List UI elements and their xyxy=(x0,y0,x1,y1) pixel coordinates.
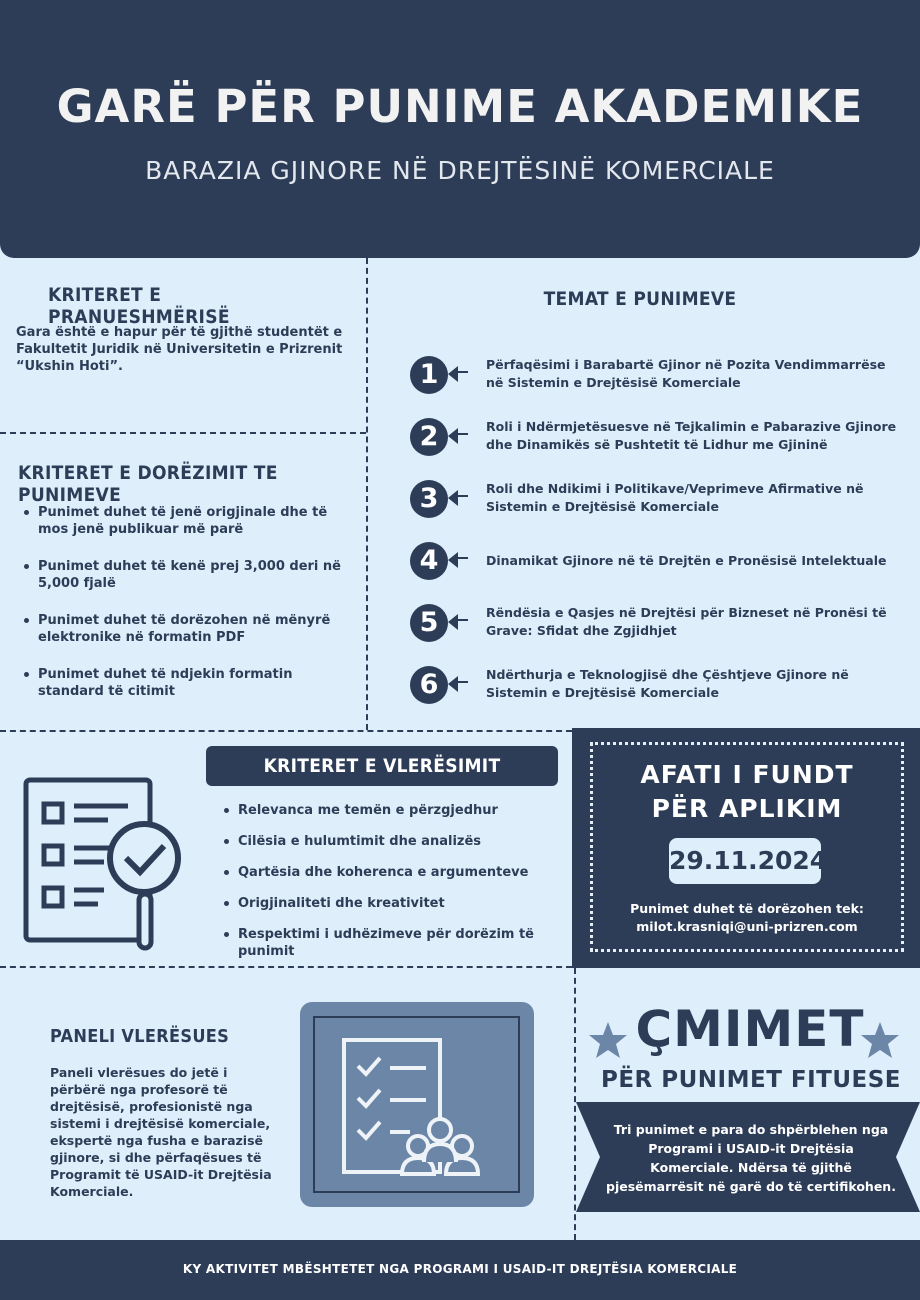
checklist-people-icon xyxy=(340,1036,490,1178)
topic-item-3 xyxy=(410,476,910,524)
submission-list xyxy=(22,504,352,700)
prizes-subtitle: PËR PUNIMET FITUESE xyxy=(600,1067,902,1093)
topic-number: 5 xyxy=(410,604,448,642)
topic-text: Ndërthurja e Teknologjisë dhe Çështjeve Gjinore në Sistemin e Drejtësisë Komerciale xyxy=(486,667,849,700)
divider-lower xyxy=(0,966,572,968)
topic-item-6 xyxy=(410,662,910,710)
divider-mid xyxy=(0,730,572,732)
deadline-email: milot.krasniqi@uni-prizren.com xyxy=(636,919,858,934)
deadline-title xyxy=(590,758,904,826)
arrow-icon xyxy=(448,676,458,692)
topic-number: 2 xyxy=(410,418,448,456)
footer-text: KY AKTIVITET MBËSHTETET NGA PROGRAMI I USAID-IT DREJTËSIA KOMERCIALE xyxy=(182,1262,738,1276)
divider-vertical-top xyxy=(366,258,368,730)
list-item: Cilësia e hulumtimit dhe analizës xyxy=(222,833,552,850)
list-item: Origjinaliteti dhe kreativitet xyxy=(222,895,552,912)
eligibility-text: Gara është e hapur për të gjithë studentët e Fakultetit Juridik në Universitetin e Prizrenit “Ukshin Hoti”. xyxy=(16,325,343,374)
divider-left-mid xyxy=(0,432,366,434)
evaluation-list xyxy=(222,802,552,960)
panel-text: Paneli vlerësues do jetë i përbërë nga profesorë të drejtësisë, profesionistë nga sistemi i drejtësisë komerciale, ekspertë nga fusha e barazisë gjinore, si dhe përfaqësues të Programit të USAID-it Drejtësia Komerciale. xyxy=(50,1065,272,1199)
arrow-icon xyxy=(448,366,458,382)
topic-item-2 xyxy=(410,414,910,462)
arrow-icon xyxy=(448,614,458,630)
page-title: GARË PËR PUNIME AKADEMIKE xyxy=(56,80,864,133)
arrow-icon xyxy=(448,490,458,506)
topic-text: Roli i Ndërmjetësuesve në Tejkalimin e Pabarazive Gjinore dhe Dinamikës së Pushtetit të Lidhur me Gjininë xyxy=(486,419,897,452)
topic-number: 4 xyxy=(410,542,448,580)
submission-heading: KRITERET E DORËZIMIT TE PUNIMEVE xyxy=(18,462,278,506)
deadline-note xyxy=(590,900,904,936)
topic-item-1 xyxy=(410,352,910,400)
arrow-icon xyxy=(448,428,458,444)
checklist-magnifier-icon xyxy=(18,770,188,956)
eligibility-heading: KRITERET E PRANUESHMËRISË xyxy=(48,284,230,328)
topic-text: Rëndësia e Qasjes në Drejtësi për Bizneset në Pronësi të Grave: Sfidat dhe Zgjidhjet xyxy=(486,605,887,638)
arrow-icon xyxy=(448,552,458,568)
evaluation-heading: KRITERET E VLERËSIMIT xyxy=(206,746,558,786)
list-item: Punimet duhet të kenë prej 3,000 deri në 5,000 fjalë xyxy=(22,558,352,592)
topic-number: 6 xyxy=(410,666,448,704)
topic-text: Roli dhe Ndikimi i Politikave/Veprimeve Afirmative në Sistemin e Drejtësisë Komerciale xyxy=(486,481,864,514)
topic-item-4 xyxy=(410,538,910,586)
list-item: Punimet duhet të dorëzohen në mënyrë elektronike në formatin PDF xyxy=(22,612,352,646)
deadline-title-line1: AFATI I FUNDT xyxy=(640,760,854,789)
topic-number: 1 xyxy=(410,356,448,394)
topic-text: Dinamikat Gjinore në të Drejtën e Pronësisë Intelektuale xyxy=(486,553,887,568)
list-item: Respektimi i udhëzimeve për dorëzim të punimit xyxy=(222,926,552,960)
topic-text: Përfaqësimi i Barabartë Gjinor në Pozita Vendimmarrëse në Sistemin e Drejtësisë Komerciale xyxy=(486,357,886,390)
list-item: Punimet duhet të jenë origjinale dhe të mos jenë publikuar më parë xyxy=(22,504,352,538)
topics-heading: TEMAT E PUNIMEVE xyxy=(543,288,737,310)
list-item: Qartësia dhe koherenca e argumenteve xyxy=(222,864,552,881)
panel-heading: PANELI VLERËSUES xyxy=(50,1026,230,1047)
list-item: Relevanca me temën e përzgjedhur xyxy=(222,802,552,819)
deadline-title-line2: PËR APLIKIM xyxy=(651,794,843,823)
topic-number: 3 xyxy=(410,480,448,518)
deadline-date: 29.11.2024 xyxy=(669,838,821,884)
page-subtitle: BARAZIA GJINORE NË DREJTËSINË KOMERCIALE xyxy=(145,156,775,185)
deadline-note-text: Punimet duhet të dorëzohen tek: xyxy=(630,901,864,916)
prizes-text: Tri punimet e para do shpërblehen nga Programi i USAID-it Drejtësia Komerciale. Ndërsa të gjithë pjesëmarrësit në garë do të certifikohen. xyxy=(606,1122,896,1194)
list-item: Punimet duhet të ndjekin formatin standard të citimit xyxy=(22,666,352,700)
prizes-title: ÇMIMET xyxy=(635,1000,865,1058)
topic-item-5 xyxy=(410,600,910,648)
